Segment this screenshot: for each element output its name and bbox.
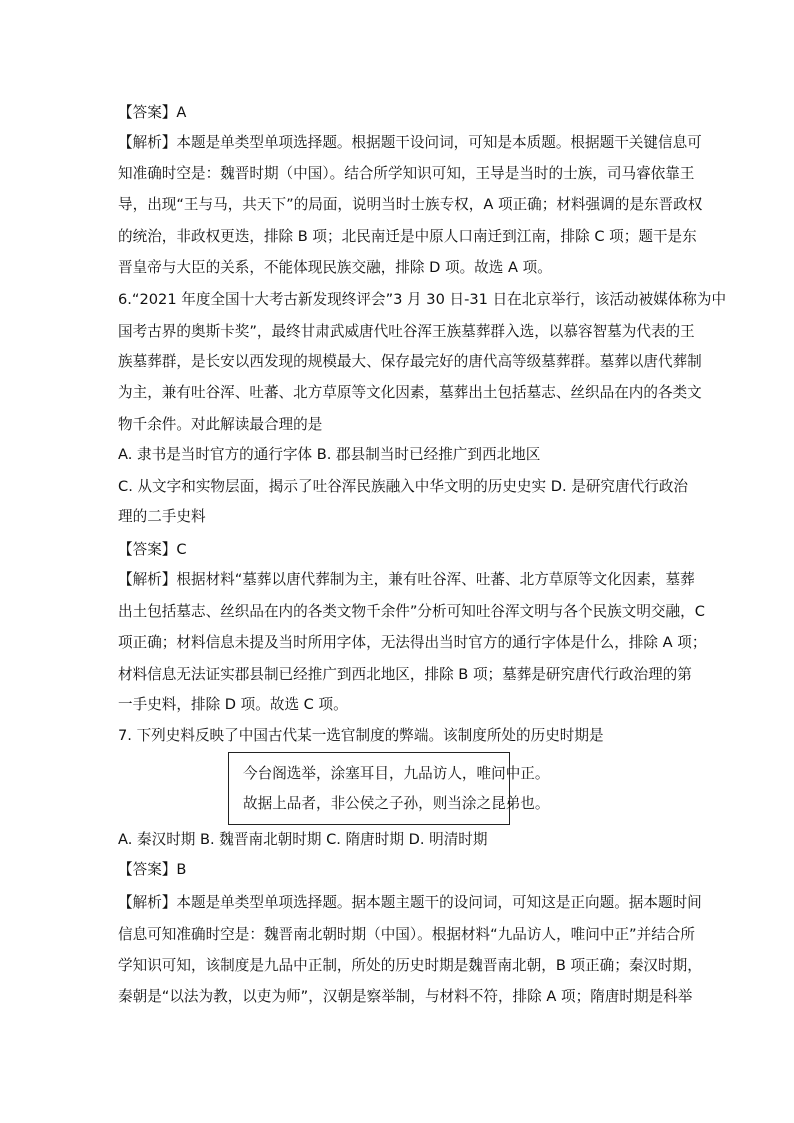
q7-options: A. 秦汉时期 B. 魏晋南北朝时期 C. 隋唐时期 D. 明清时期 — [118, 831, 488, 848]
q7-quote-line: 故据上品者，非公侯之子孙，则当涂之昆弟也。 — [243, 795, 550, 812]
q6-stem-line: 6.“2021 年度全国十大考古新发现终评会”3 月 30 日-31 日在北京举行，该活动被媒体称为中 — [118, 291, 727, 308]
q5-analysis-line: 【解析】本题是单类型单项选择题。根据题干设问词，可知是本质题。根据题干关键信息可 — [118, 134, 702, 151]
q7-analysis-line: 学知识可知，该制度是九品中正制，所处的历史时期是魏晋南北朝，B 项正确；秦汉时期， — [118, 957, 702, 974]
q5-analysis-line: 晋皇帝与大臣的关系，不能体现民族交融，排除 D 项。故选 A 项。 — [118, 259, 552, 276]
q6-stem-line: 为主，兼有吐谷浑、吐蕃、北方草原等文化因素，墓葬出土包括墓志、丝织品在内的各类文 — [118, 384, 702, 401]
q6-analysis-line: 材料信息无法证实郡县制已经推广到西北地区，排除 B 项；墓葬是研究唐代行政治理的第 — [118, 666, 692, 683]
q6-stem-line: 族墓葬群，是长安以西发现的规模最大、保存最完好的唐代高等级墓葬群。墓葬以唐代葬制 — [118, 353, 702, 370]
q6-options-line: A. 隶书是当时官方的通行字体 B. 郡县制当时已经推广到西北地区 — [118, 446, 541, 463]
q5-analysis-line: 导，出现“王与马，共天下”的局面，说明当时士族专权，A 项正确；材料强调的是东晋政权 — [118, 196, 703, 213]
q6-stem-line: 国考古界的奥斯卡奖”，最终甘肃武威唐代吐谷浑王族墓葬群入选，以慕容智墓为代表的王 — [118, 323, 695, 340]
q6-analysis-line: 项正确；材料信息未提及当时所用字体，无法得出当时官方的通行字体是什么，排除 A 项； — [118, 634, 707, 651]
q5-answer: 【答案】A — [118, 104, 187, 121]
q6-stem-line: 物千余件。对此解读最合理的是 — [118, 416, 323, 433]
q5-analysis-line: 知准确时空是：魏晋时期（中国）。结合所学知识可知，王导是当时的士族，司马睿依靠王 — [118, 165, 695, 182]
q7-quote-line: 今台阁选举，涂塞耳目，九品访人，唯问中正。 — [243, 765, 550, 782]
q7-analysis-line: 【解析】本题是单类型单项选择题。据本题主题干的设问词，可知这是正向题。据本题时间 — [118, 894, 702, 911]
q7-stem: 7. 下列史料反映了中国古代某一选官制度的弊端。该制度所处的历史时期是 — [118, 727, 604, 744]
q5-analysis-line: 的统治，非政权更迭，排除 B 项；北民南迁是中原人口南迁到江南，排除 C 项；题干是东 — [118, 228, 697, 245]
q6-options-line: 理的二手史料 — [118, 508, 206, 525]
q6-analysis-line: 【解析】根据材料“墓葬以唐代葬制为主，兼有吐谷浑、吐蕃、北方草原等文化因素，墓葬 — [118, 571, 695, 588]
q6-analysis-line: 出土包括墓志、丝织品在内的各类文物千余件”分析可知吐谷浑文明与各个民族文明交融，C — [118, 603, 705, 620]
q7-analysis-line: 秦朝是“以法为教，以吏为师”，汉朝是察举制，与材料不符，排除 A 项；隋唐时期是科举 — [118, 988, 693, 1005]
q7-quote-box — [228, 752, 550, 825]
q6-options-line: C. 从文字和实物层面，揭示了吐谷浑民族融入中华文明的历史史实 D. 是研究唐代行政治 — [118, 478, 689, 495]
q7-answer: 【答案】B — [118, 861, 187, 878]
q7-analysis-line: 信息可知准确时空是：魏晋南北朝时期（中国）。根据材料“九品访人，唯问中正”并结合所 — [118, 926, 695, 943]
q6-answer: 【答案】C — [118, 541, 187, 558]
q6-analysis-line: 一手史料，排除 D 项。故选 C 项。 — [118, 696, 348, 713]
